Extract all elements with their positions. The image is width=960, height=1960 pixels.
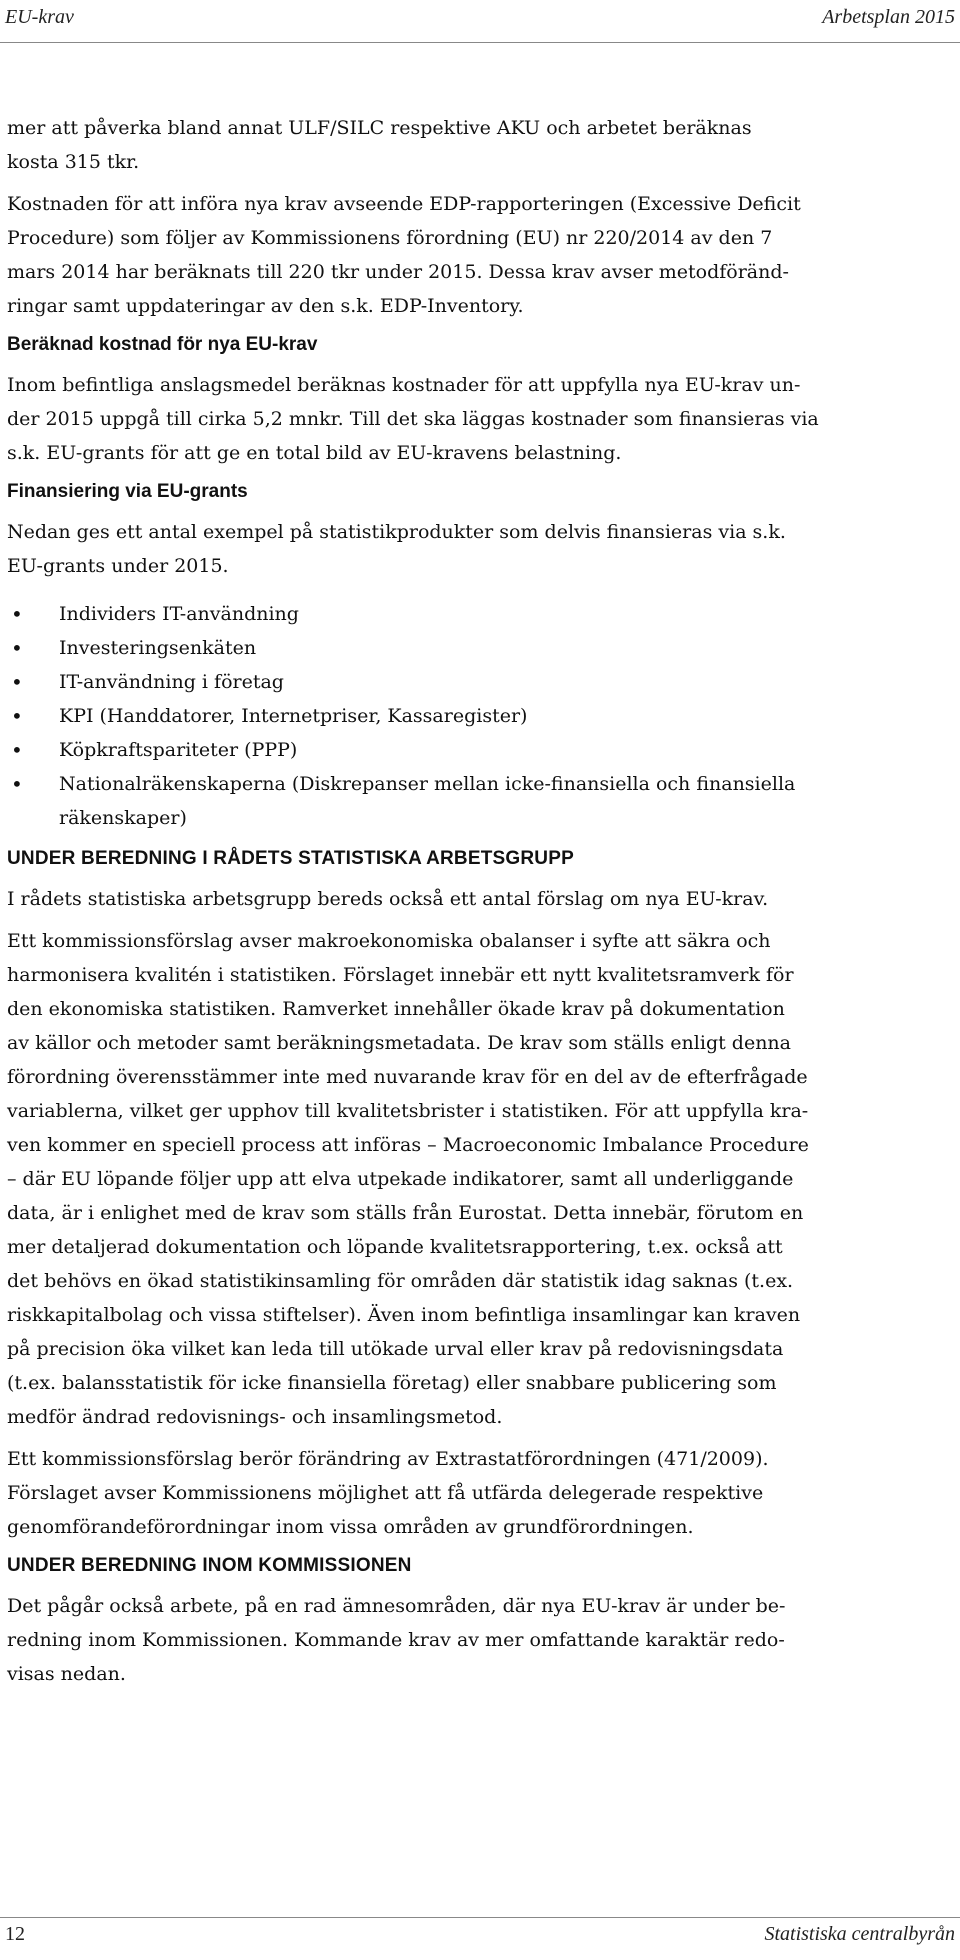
list-item: • IT-användning i företag xyxy=(7,665,912,699)
running-header xyxy=(5,6,955,29)
header-document-title: Arbetsplan 2015 xyxy=(822,6,955,28)
page-number: 12 xyxy=(5,1923,25,1945)
statistics-product-list xyxy=(7,597,912,835)
page-footer xyxy=(5,1923,955,1946)
paragraph-kommissionen: Det pågår också arbete, på en rad ämnesområden, där nya EU-krav är under be- redning inom Kommissionen. Kommande krav av mer omfattande karaktär redo- visas nedan. xyxy=(7,1595,786,1685)
heading-radets-arbetsgrupp: UNDER BEREDNING I RÅDETS STATISTISKA ARBETSGRUPP xyxy=(7,848,574,869)
paragraph-ulf-silc: mer att påverka bland annat ULF/SILC respektive AKU och arbetet beräknas kosta 315 tkr. xyxy=(7,117,752,173)
paragraph-extrastat: Ett kommissionsförslag berör förändring av Extrastatförordningen (471/2009). Förslaget avser Kommissionens möjlighet att få utfärda delegerade respektive genomförandeförordningar inom vissa områden av grundförordningen. xyxy=(7,1448,769,1538)
list-item: • Investeringsenkäten xyxy=(7,631,912,665)
paragraph-makroekonomiska-obalanser: Ett kommissionsförslag avser makroekonomiska obalanser i syfte att säkra och harmonisera kvalitén i statistiken. Förslaget innebär ett nytt kvalitetsramverk för den ekonomiska statistiken. Ramverket innehåller ökade krav på dokumentation av källor och metoder samt beräkningsmetadata. De krav som ställs enligt denna förordning överensstämmer inte med nuvarande krav för en del av de efterfrågade variablerna, vilket ger upphov till kvalitetsbrister i statistiken. För att uppfylla kra- ven kommer en speciell process att införas – Macroeconomic Imbalance Procedure – där EU löpande följer upp att elva utpekade indikatorer, samt all underliggande data, är i enlighet med de krav som ställs från Eurostat. Detta innebär, förutom en mer detaljerad dokumentation och löpande kvalitetsrapportering, t.ex. också att det behövs en ökad statistikinsamling för områden där statistik idag saknas (t.ex. riskkapitalbolag och vissa stiftelser). Även inom befintliga insamlingar kan kraven på precision öka vilket kan leda till utökade urval eller krav på redovisningsdata (t.ex. balansstatistik för icke finansiella företag) eller snabbare publicering som medför ändrad redovisnings- och insamlingsmetod. xyxy=(7,930,809,1428)
list-item: • KPI (Handdatorer, Internetpriser, Kassaregister) xyxy=(7,699,912,733)
list-item: • Nationalräkenskaperna (Diskrepanser mellan icke-finansiella och finansiella räkenskaper) xyxy=(7,767,912,835)
paragraph-radets-arbetsgrupp: I rådets statistiska arbetsgrupp bereds också ett antal förslag om nya EU-krav. xyxy=(7,888,769,910)
header-rule xyxy=(0,42,960,43)
paragraph-edp: Kostnaden för att införa nya krav avseende EDP-rapporteringen (Excessive Deficit Procedure) som följer av Kommissionens förordning (EU) nr 220/2014 av den 7 mars 2014 har beräknats till 220 tkr under 2015. Dessa krav avser metodföränd- ringar samt uppdateringar av den s.k. EDP-Inventory. xyxy=(7,193,801,317)
header-section-title: EU-krav xyxy=(5,6,74,28)
heading-beraknad-kostnad: Beräknad kostnad för nya EU-krav xyxy=(7,334,318,355)
list-item: • Individers IT-användning xyxy=(7,597,912,631)
footer-publisher: Statistiska centralbyrån xyxy=(764,1923,955,1945)
paragraph-kostnad: Inom befintliga anslagsmedel beräknas kostnader för att uppfylla nya EU-krav un- der 2015 uppgå till cirka 5,2 mnkr. Till det ska läggas kostnader som finansieras via s.k. EU-grants för att ge en total bild av EU-kravens belastning. xyxy=(7,374,819,464)
page-body xyxy=(7,111,912,1699)
footer-rule xyxy=(0,1917,960,1918)
heading-inom-kommissionen: UNDER BEREDNING INOM KOMMISSIONEN xyxy=(7,1555,412,1576)
heading-finansiering: Finansiering via EU-grants xyxy=(7,481,248,502)
paragraph-finansiering: Nedan ges ett antal exempel på statistikprodukter som delvis finansieras via s.k. EU-grants under 2015. xyxy=(7,521,786,577)
list-item: • Köpkraftspariteter (PPP) xyxy=(7,733,912,767)
